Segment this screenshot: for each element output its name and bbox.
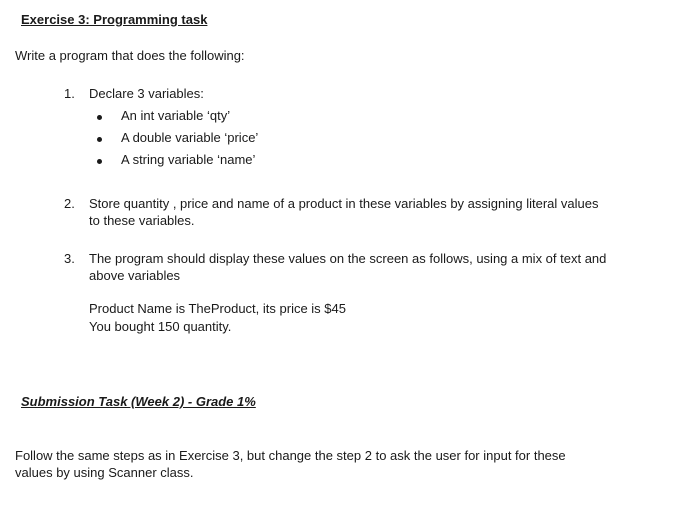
bullet-item-price: A double variable ‘price’ [121, 130, 259, 145]
step-1-number: 1. [64, 86, 75, 101]
bullet-icon [97, 115, 102, 120]
exercise-intro: Write a program that does the following: [15, 48, 245, 63]
step-3-line-1: The program should display these values on the screen as follows, using a mix of text and [89, 251, 607, 266]
bullet-item-name: A string variable ‘name’ [121, 152, 256, 167]
submission-line-2: values by using Scanner class. [15, 465, 194, 480]
step-1-text: Declare 3 variables: [89, 86, 204, 101]
sample-output-line-1: Product Name is TheProduct, its price is $45 [89, 301, 346, 316]
step-3-line-2: above variables [89, 268, 181, 283]
step-2-number: 2. [64, 196, 75, 211]
submission-line-1: Follow the same steps as in Exercise 3, but change the step 2 to ask the user for input for these [15, 448, 566, 463]
bullet-item-qty: An int variable ‘qty’ [121, 108, 231, 123]
bullet-icon [97, 159, 102, 164]
submission-title: Submission Task (Week 2) - Grade 1% [21, 394, 256, 409]
sample-output-line-2: You bought 150 quantity. [89, 319, 232, 334]
exercise-title: Exercise 3: Programming task [21, 12, 208, 27]
bullet-icon [97, 137, 102, 142]
step-2-line-1: Store quantity , price and name of a product in these variables by assigning literal values [89, 196, 599, 211]
step-3-number: 3. [64, 251, 75, 266]
step-2-line-2: to these variables. [89, 213, 195, 228]
